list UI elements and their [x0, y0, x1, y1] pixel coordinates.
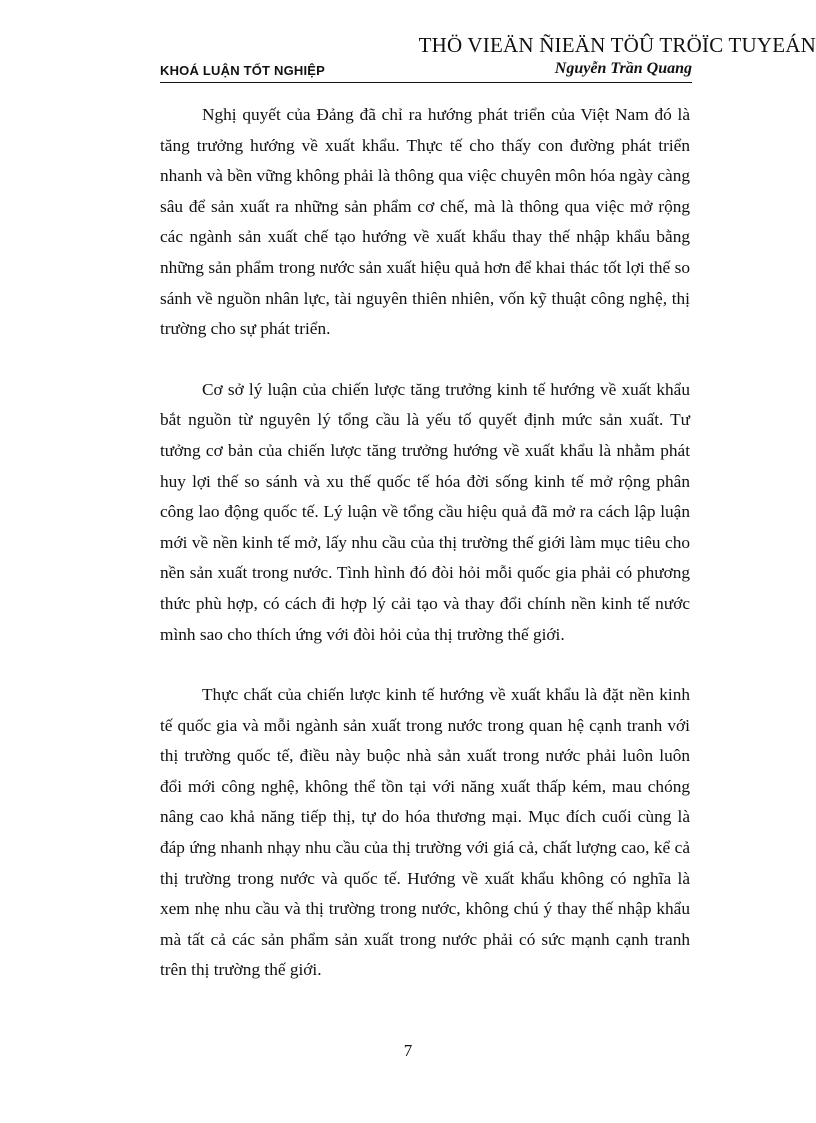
page-number: 7 [403, 1041, 413, 1060]
author-name: Nguyễn Trần Quang [554, 60, 692, 77]
page-header [160, 58, 692, 83]
paragraph: Thực chất của chiến lược kinh tế hướng về xuất khẩu là đặt nền kinh tế quốc gia và mỗi ngành sản xuất trong nước trong quan hệ cạnh tranh với thị trường quốc tế, điều này buộc nhà sản xuất trong nước phải luôn luôn đổi mới công nghệ, không thể tồn tại với năng xuất thấp kém, mau chóng nâng cao khả năng tiếp thị, tự do hóa thương mại. Mục đích cuối cùng là đáp ứng nhanh nhạy nhu cầu của thị trường với giá cả, chất lượng cao, kể cả thị trường trong nước và quốc tế. Hướng về xuất khẩu không có nghĩa là xem nhẹ nhu cầu và thị trường trong nước, không chú ý thay thế nhập khẩu mà tất cả các sản phẩm sản xuất trong nước phải có sức mạnh cạnh tranh trên thị trường thế giới. [160, 685, 690, 980]
body-text [160, 100, 690, 1016]
library-watermark: THÖ VIEÄN ÑIEÄN TÖÛ TRÖÏC TUYEÁN [418, 33, 816, 57]
paragraph: Nghị quyết của Đảng đã chỉ ra hướng phát triển của Việt Nam đó là tăng trưởng hướng về xuất khẩu. Thực tế cho thấy con đường phát triển nhanh và bền vững không phải là thông qua việc chuyên môn hóa ngày càng sâu để sản xuất ra những sản phẩm cơ chế, mà là thông qua việc mở rộng các ngành sản xuất chế tạo hướng về xuất khẩu thay thế nhập khẩu bằng những sản phẩm trong nước sản xuất hiệu quả hơn để khai thác tốt lợi thế so sánh về nguồn nhân lực, tài nguyên thiên nhiên, vốn kỹ thuật công nghệ, thị trường cho sự phát triển. [160, 105, 690, 339]
paragraph: Cơ sở lý luận của chiến lược tăng trưởng kinh tế hướng về xuất khẩu bắt nguồn từ nguyên lý tổng cầu là yếu tố quyết định mức sản xuất. Tư tưởng cơ bản của chiến lược tăng trưởng hướng về xuất khẩu là nhằm phát huy lợi thế so sánh và xu thế quốc tế hóa đời sống kinh tế mở rộng phân công lao động quốc tế. Lý luận về tổng cầu hiệu quả đã mở ra cách lập luận mới về nền kinh tế mở, lấy nhu cầu của thị trường thế giới làm mục tiêu cho nền sản xuất trong nước. Tình hình đó đòi hỏi mỗi quốc gia phải có phương thức phù hợp, có cách đi hợp lý cải tạo và thay đổi chính nền kinh tế nước mình sao cho thích ứng với đòi hỏi của thị trường thế giới. [160, 379, 690, 644]
thesis-title: KHOÁ LUẬN TỐT NGHIỆP [160, 63, 326, 78]
